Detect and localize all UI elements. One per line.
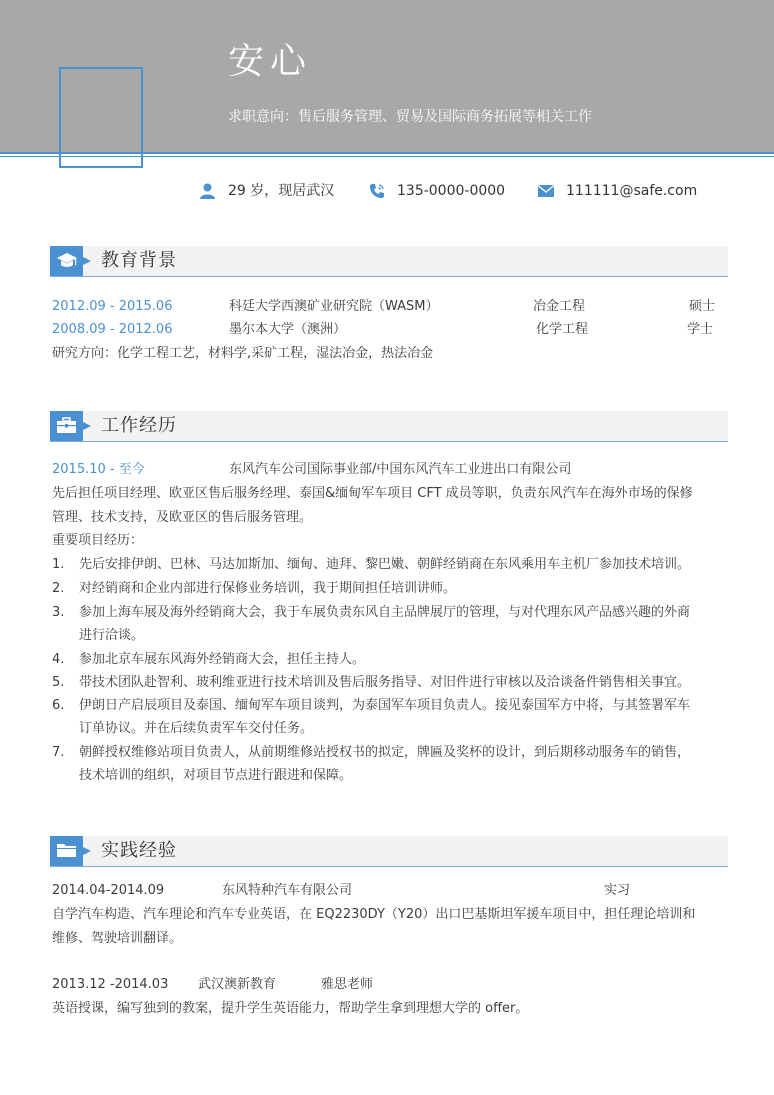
work-period: 2015.10 - 至今 <box>52 462 145 477</box>
practice-role-1: 实习 <box>604 883 631 898</box>
practice-icon-box <box>50 836 83 866</box>
practice-period-1: 2014.04-2014.09 <box>52 883 165 898</box>
graduation-cap-icon <box>57 252 77 270</box>
edu-degree-2: 学士 <box>687 322 714 337</box>
work-title: 工作经历 <box>101 415 177 436</box>
practice-period-2: 2013.12 -2014.03 <box>52 977 169 992</box>
edu-period-2: 2008.09 - 2012.06 <box>52 322 173 337</box>
edu-school-2: 墨尔本大学（澳洲） <box>229 322 347 337</box>
edu-research: 研究方向：化学工程工艺，材料学,采矿工程，湿法冶金，热法冶金 <box>52 346 434 361</box>
work-projects-label: 重要项目经历： <box>52 533 144 548</box>
practice-desc-1-line1: 自学汽车构造、汽车理论和汽车专业英语，在 EQ2230DY（Y20）出口巴基斯坦军援车项目中，担任理论培训和 <box>52 907 696 922</box>
job-objective: 求职意向：售后服务管理、贸易及国际商务拓展等相关工作 <box>228 109 592 125</box>
edu-period-1: 2012.09 - 2015.06 <box>52 299 173 314</box>
practice-underline <box>50 866 728 867</box>
practice-desc-1-line2: 维修、驾驶培训翻译。 <box>52 931 183 946</box>
practice-title: 实践经验 <box>101 840 177 861</box>
phone-text: 135-0000-0000 <box>397 183 506 199</box>
contact-phone <box>369 181 529 201</box>
practice-org-2: 武汉澳新教育 <box>198 977 277 992</box>
email-text: 111111@safe.com <box>566 183 698 199</box>
edu-school-1: 科廷大学西澳矿业研究院（WASM） <box>229 299 439 314</box>
edu-major-1: 冶金工程 <box>533 299 586 314</box>
photo-frame <box>59 67 143 168</box>
work-summary-line1: 先后担任项目经理、欧亚区售后服务经理、泰国&缅甸军车项目 CFT 成员等职，负责东风汽车在海外市场的保修 <box>52 486 693 501</box>
person-icon <box>200 183 215 199</box>
edu-major-2: 化学工程 <box>536 322 589 337</box>
education-icon-box <box>50 246 83 276</box>
briefcase-icon <box>57 417 76 434</box>
age-location-text: 29 岁，现居武汉 <box>228 183 335 199</box>
candidate-name: 安心 <box>228 41 313 82</box>
work-company: 东风汽车公司国际事业部/中国东风汽车工业进出口有限公司 <box>229 462 572 477</box>
education-title: 教育背景 <box>101 250 177 271</box>
edu-degree-1: 硕士 <box>689 299 716 314</box>
contact-email <box>538 181 718 201</box>
practice-desc-2-line1: 英语授课，编写独到的教案，提升学生英语能力，帮助学生拿到理想大学的 offer。 <box>52 1001 529 1016</box>
work-icon-box <box>50 411 83 441</box>
practice-role-2: 雅思老师 <box>321 977 374 992</box>
work-summary-line2: 管理、技术支持，及欧亚区的售后服务管理。 <box>52 510 313 525</box>
work-underline <box>50 441 728 442</box>
practice-org-1: 东风特种汽车有限公司 <box>222 883 353 898</box>
mail-icon <box>538 184 554 198</box>
folder-icon <box>57 842 76 858</box>
contact-age-location <box>200 181 360 201</box>
education-underline <box>50 276 728 277</box>
phone-icon <box>369 183 385 199</box>
